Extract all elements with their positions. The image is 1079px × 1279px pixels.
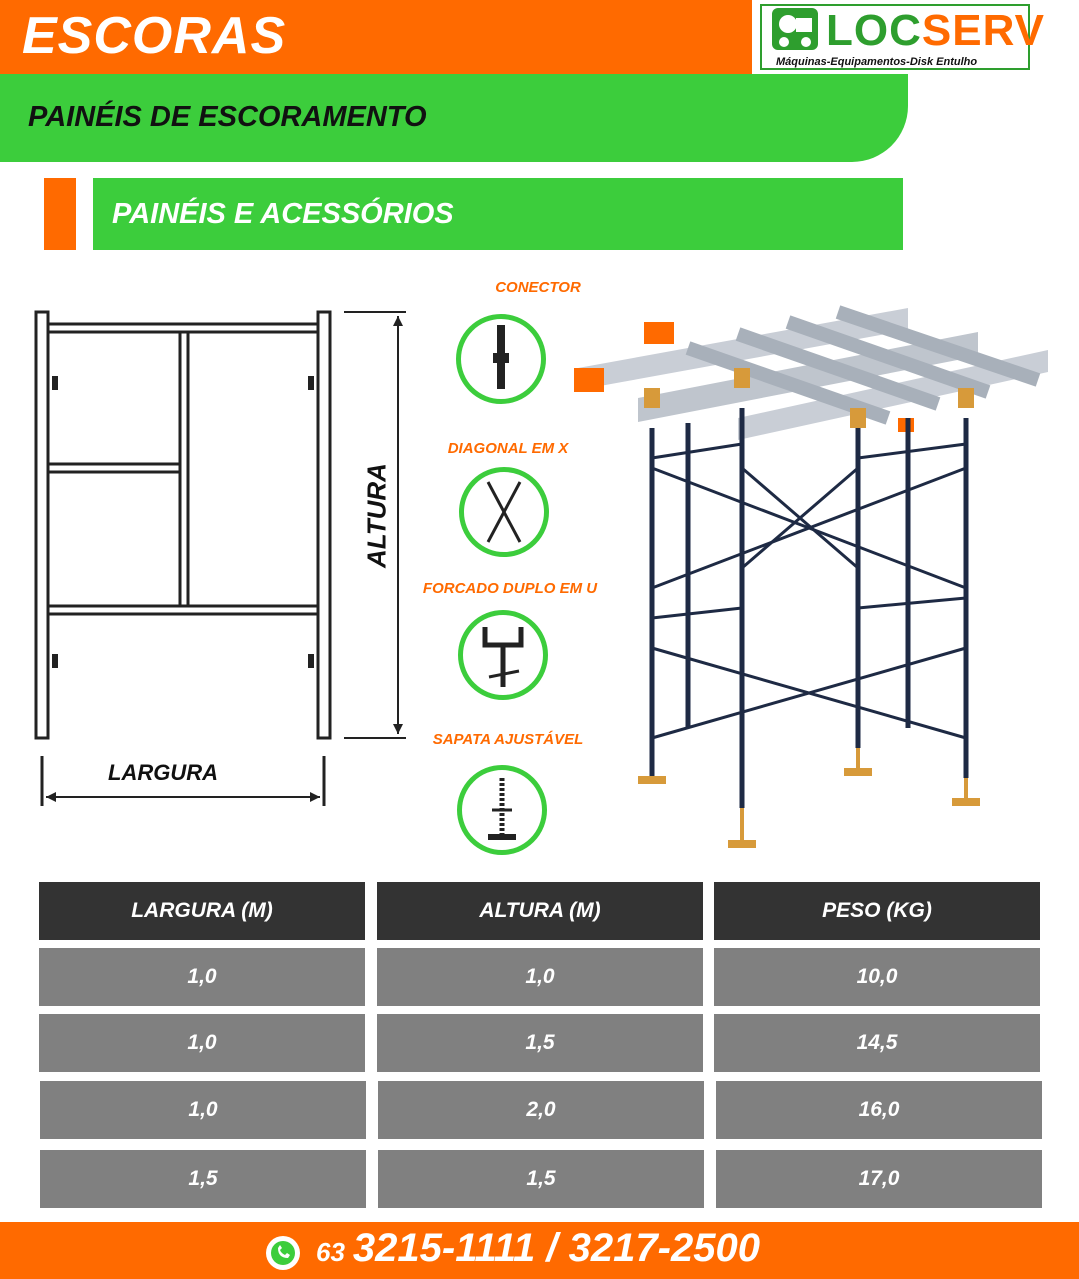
table-cell: 1,0 — [40, 1081, 366, 1139]
table-header-width: LARGURA (M) — [39, 882, 365, 940]
height-label: ALTURA — [361, 463, 392, 568]
scaffold-illustration — [568, 268, 1068, 858]
table-cell: 2,0 — [378, 1081, 704, 1139]
u-fork-icon — [458, 610, 548, 700]
page-title: ESCORAS — [22, 7, 287, 65]
table-cell: 1,5 — [378, 1150, 704, 1208]
table-header-height: ALTURA (M) — [377, 882, 703, 940]
table-header-weight: PESO (KG) — [714, 882, 1040, 940]
accessory-label-u-fork: FORCADO DUPLO EM U — [422, 580, 598, 597]
subheader-title: PAINÉIS DE ESCORAMENTO — [28, 101, 427, 133]
table-cell: 17,0 — [716, 1150, 1042, 1208]
frame-diagram — [0, 290, 420, 810]
adjustable-base-icon — [457, 765, 547, 855]
table-cell: 1,0 — [39, 948, 365, 1006]
section-title: PAINÉIS E ACESSÓRIOS — [112, 198, 454, 230]
section-accent — [44, 178, 76, 250]
table-cell: 1,5 — [377, 1014, 703, 1072]
width-label: LARGURA — [108, 760, 218, 785]
whatsapp-icon — [266, 1236, 300, 1270]
logo-wordmark: LOCSERV — [826, 6, 1045, 55]
table-cell: 1,5 — [40, 1150, 366, 1208]
accessory-label-base: SAPATA AJUSTÁVEL — [432, 731, 584, 748]
accessory-label-connector: CONECTOR — [495, 279, 581, 296]
table-cell: 10,0 — [714, 948, 1040, 1006]
diagonal-x-icon — [459, 467, 549, 557]
table-cell: 1,0 — [377, 948, 703, 1006]
table-cell: 16,0 — [716, 1081, 1042, 1139]
logo-mixer-icon — [772, 8, 818, 50]
table-cell: 1,0 — [39, 1014, 365, 1072]
footer-phones: 63 3215-1111 / 3217-2500 — [316, 1226, 760, 1270]
connector-icon — [456, 314, 546, 404]
logo-tagline: Máquinas-Equipamentos-Disk Entulho — [776, 56, 978, 68]
accessory-label-diagonal: DIAGONAL EM X — [447, 440, 569, 457]
table-cell: 14,5 — [714, 1014, 1040, 1072]
